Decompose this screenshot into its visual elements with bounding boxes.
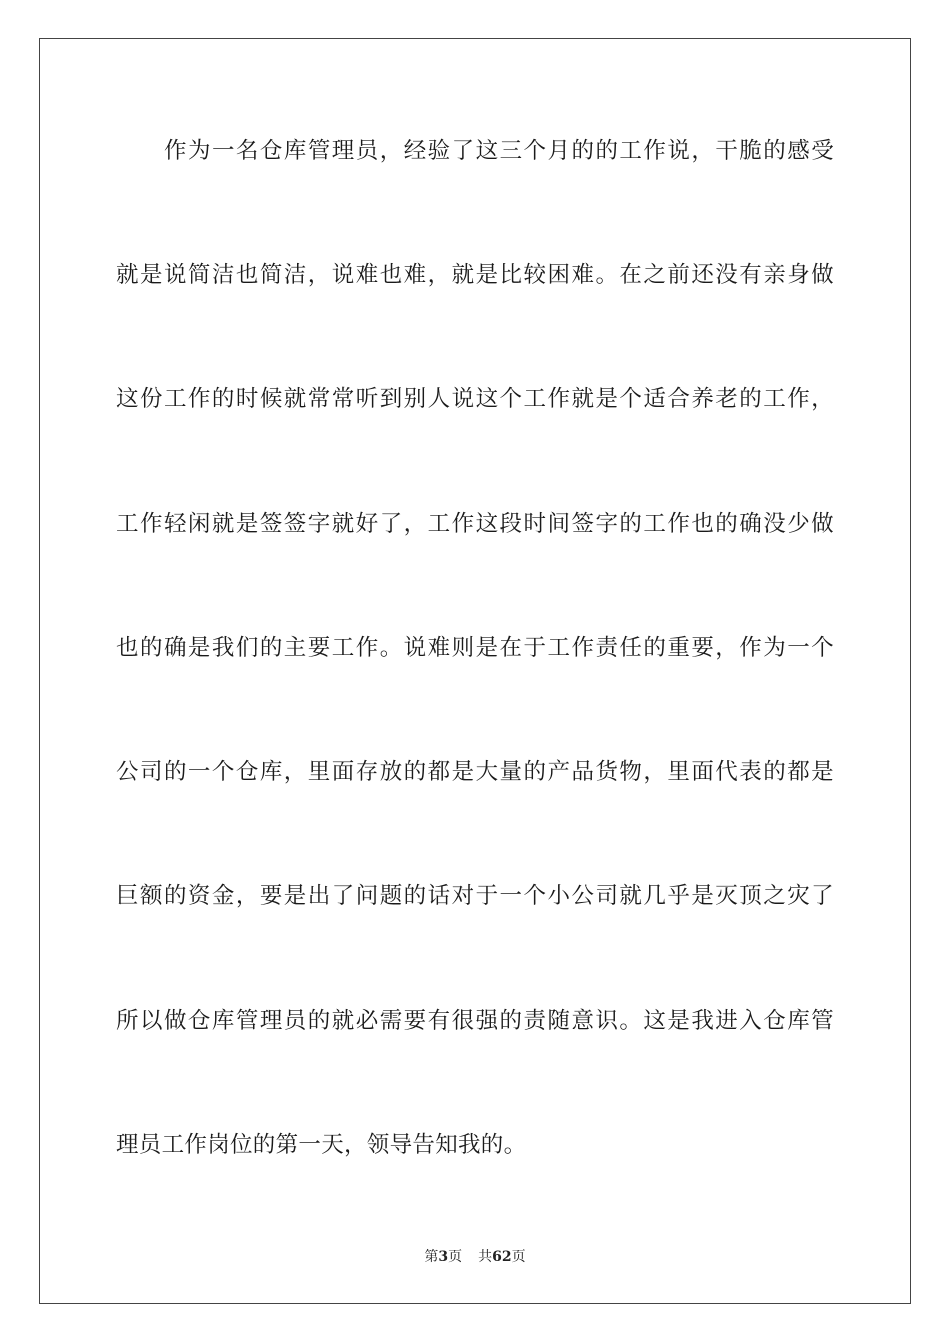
- page-footer: [0, 1247, 950, 1267]
- paragraph-line: 工作轻闲就是签签字就好了，工作这段时间签字的工作也的确没少做: [116, 511, 834, 537]
- paragraph-line: 理员工作岗位的第一天，领导告知我的。: [116, 1132, 527, 1158]
- paragraph-line: 巨额的资金，要是出了问题的话对于一个小公司就几乎是灭顶之灾了: [116, 883, 834, 909]
- page-suffix: 页: [448, 1249, 463, 1265]
- page-number: 3: [438, 1249, 449, 1265]
- page-prefix: 第: [424, 1249, 439, 1265]
- total-prefix: 共: [478, 1249, 493, 1265]
- paragraph-line: 这份工作的时候就常常听到别人说这个工作就是个适合养老的工作，: [116, 386, 834, 412]
- page-border: [39, 38, 911, 1304]
- total-suffix: 页: [511, 1249, 526, 1265]
- paragraph-line: 作为一名仓库管理员，经验了这三个月的的工作说，干脆的感受: [164, 138, 834, 164]
- paragraph-line: 公司的一个仓库，里面存放的都是大量的产品货物，里面代表的都是: [116, 759, 834, 785]
- paragraph-line: 就是说简洁也简洁，说难也难，就是比较困难。在之前还没有亲身做: [116, 262, 834, 288]
- paragraph-line: 也的确是我们的主要工作。说难则是在于工作责任的重要，作为一个: [116, 635, 834, 661]
- total-pages: 62: [492, 1249, 512, 1265]
- paragraph-line: 所以做仓库管理员的就必需要有很强的责随意识。这是我进入仓库管: [116, 1008, 834, 1034]
